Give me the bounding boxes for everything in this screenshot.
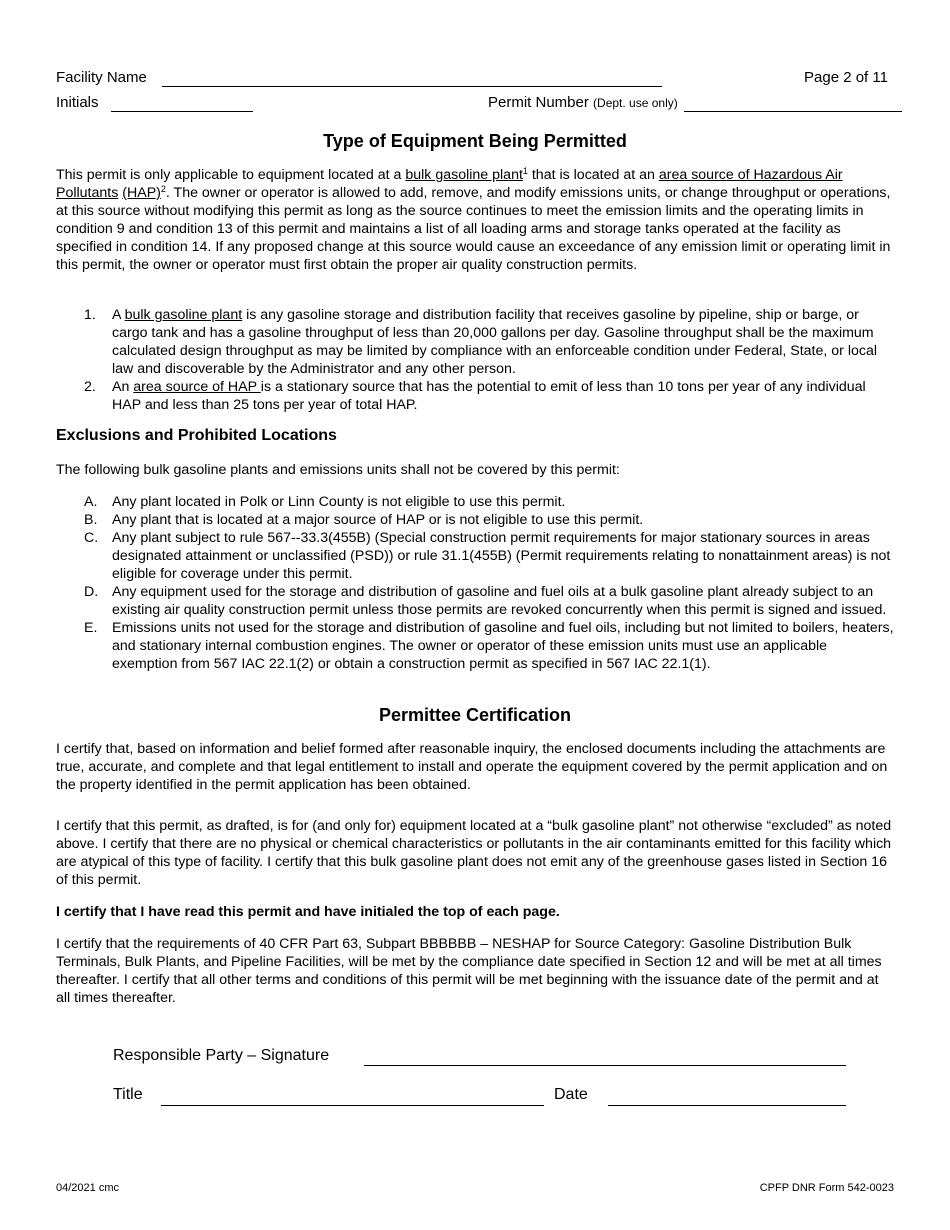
date-field[interactable] (608, 1105, 846, 1106)
certification-paragraph-4: I certify that the requirements of 40 CFR Part 63, Subpart BBBBBB – NESHAP for Source Category: Gasoline Distribution Bulk Terminals, Bulk Plants, and Pipeline Facilities, will be met by the compliance date specified in Section 12 and will be met at all times thereafter. I certify that all other terms and conditions of this permit will be met beginning with the issuance date of the permit and at all times thereafter. (56, 936, 882, 1006)
exclusion-item (56, 529, 896, 583)
date-label: Date (554, 1086, 588, 1103)
signature-field[interactable] (364, 1065, 846, 1066)
definitions-list (56, 306, 896, 414)
para-text-a: This permit is only applicable to equipment located at a (56, 167, 406, 183)
section-title-certification: Permittee Certification (378, 705, 572, 725)
exclusion-text: Any equipment used for the storage and distribution of gasoline and fuel oils at a bulk gasoline plant already subject to an existing air quality construction permit unless those permits are revoked concurrently when this permit is signed and issued. (112, 584, 887, 618)
exclusion-text: Any plant that is located at a major source of HAP or is not eligible to use this permit. (112, 512, 644, 528)
definition-text: is a stationary source that has the potential to emit of less than 10 tons per year of any individual HAP and less than 25 tons per year of total HAP. (112, 379, 866, 413)
section-title-exclusions: Exclusions and Prohibited Locations (56, 427, 337, 444)
certification-paragraph-1: I certify that, based on information and belief formed after reasonable inquiry, the enclosed documents including the attachments are true, accurate, and complete and that legal entitlement to install and operate the equipment covered by the permit application and on the property identified in the permit application has been obtained. (56, 741, 888, 793)
title-label: Title (113, 1086, 143, 1103)
initials-field[interactable] (111, 111, 253, 112)
footnote-ref-2: 2 (160, 184, 166, 194)
signature-label: Responsible Party – Signature (113, 1047, 330, 1064)
list-marker: 2. (84, 379, 96, 395)
footnote-ref-1: 1 (522, 166, 528, 176)
exclusions-intro: The following bulk gasoline plants and emissions units shall not be covered by this permit: (56, 462, 620, 478)
title-field[interactable] (161, 1105, 544, 1106)
certification-paragraph-3: I certify that I have read this permit and have initialed the top of each page. (56, 904, 560, 920)
facility-name-label: Facility Name (56, 69, 147, 86)
list-marker: A. (84, 494, 98, 510)
list-marker: E. (84, 620, 98, 636)
page-number: Page 2 of 11 (804, 69, 888, 86)
list-marker: C. (84, 530, 99, 546)
permit-number-text: Permit Number (488, 94, 589, 111)
definition-term: bulk gasoline plant (124, 307, 243, 323)
exclusion-item (56, 619, 896, 673)
exclusion-text: Any plant subject to rule 567--33.3(455B) (Special construction permit requirements for major stationary sources in areas designated attainment or unclassified (PSD)) or rule 31.1(455B) (Permit requirements relating to nonattainment areas) is not eligible for coverage under this permit. (112, 530, 891, 582)
term-hap: (HAP) (122, 185, 161, 201)
exclusions-list (56, 493, 896, 673)
footer-left: 04/2021 cmc (56, 1182, 119, 1194)
certification-paragraph-2: I certify that this permit, as drafted, is for (and only for) equipment located at a “bulk gasoline plant” not otherwise “excluded” as noted above. I certify that there are no physical or chemical characteristics or pollutants in the air contaminants emitted for this facility which are atypical of this type of facility. I certify that this bulk gasoline plant does not emit any of the greenhouse gases listed in Section 16 of this permit. (56, 818, 892, 888)
initials-label: Initials (56, 94, 99, 111)
exclusion-item (56, 583, 896, 619)
definition-text: is any gasoline storage and distribution facility that receives gasoline by pipeline, ship or barge, or cargo tank and has a gasoline throughput of less than 20,000 gallons per day. Gasoline throughput shall be the maximum calculated design throughput as may be limited by compliance with an enforceable condition under Federal, State, or local law and discoverable by the Administrator and any other person. (112, 307, 877, 377)
permit-number-note: (Dept. use only) (593, 96, 678, 110)
exclusion-text: Emissions units not used for the storage and distribution of gasoline and fuel oils, including but not limited to boilers, heaters, and stationary internal combustion engines. The owner or operator of these emission units must use an applicable exemption from 567 IAC 22.1(2) or obtain a construction permit as specified in 567 IAC 22.1(1). (112, 620, 894, 672)
term-area-source-hap: area source of Hazardous Air Pollutants (56, 167, 843, 201)
exclusion-text: Any plant located in Polk or Linn County is not eligible to use this permit. (112, 494, 566, 510)
list-marker: D. (84, 584, 99, 600)
section-title-equipment: Type of Equipment Being Permitted (323, 131, 627, 151)
definition-item (56, 306, 896, 378)
permit-number-field[interactable] (684, 111, 902, 112)
definition-pre: A (112, 307, 125, 323)
definition-term: area source of HAP (133, 379, 261, 395)
exclusion-item (56, 493, 896, 511)
definition-item (56, 378, 896, 414)
para-text-c: . The owner or operator is allowed to add, remove, and modify emissions units, or change throughput or operations, at this source without modifying this permit as long as the source continues to meet the emission limits and the operating limits in condition 9 and condition 13 of this permit and maintains a list of all loading arms and storage tanks operated at the facility as specified in condition 14. If any proposed change at this source would cause an exceedance of any emission limit or operating limit in this permit, the owner or operator must first obtain the proper air quality construction permits. (56, 185, 891, 273)
footer-right: CPFP DNR Form 542-0023 (759, 1182, 894, 1194)
list-marker: B. (84, 512, 98, 528)
para-text-b: that is located at an (527, 167, 659, 183)
term-bulk-gasoline-plant: bulk gasoline plant (405, 167, 523, 183)
list-marker: 1. (84, 307, 96, 323)
definition-pre: An (112, 379, 134, 395)
exclusion-item (56, 511, 896, 529)
permit-number-label (488, 94, 678, 111)
facility-name-field[interactable] (162, 86, 662, 87)
equipment-paragraph (56, 166, 896, 274)
